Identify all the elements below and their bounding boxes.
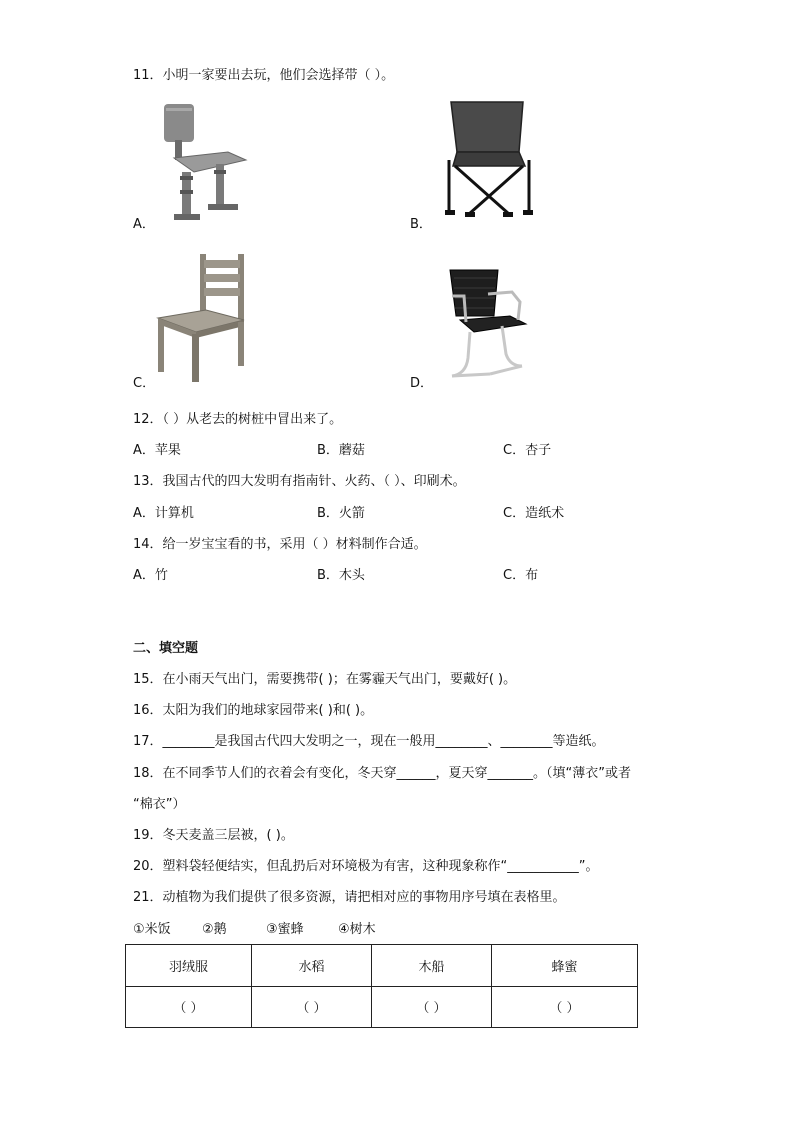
answer-blank[interactable]: （ ） xyxy=(252,986,372,1028)
q20: 20．塑料袋轻便结实，但乱扔后对环境极为有害，这种现象称作“___________”。 xyxy=(133,859,599,874)
q14-option-c: C．布 xyxy=(503,568,539,583)
q18-line2: “棉衣”） xyxy=(133,797,186,812)
table-header-cell: 蜂蜜 xyxy=(492,945,638,987)
table-header-cell: 木船 xyxy=(372,945,492,987)
q11-option-a-label: A． xyxy=(133,217,155,232)
q19: 19．冬天麦盖三层被，( )。 xyxy=(133,828,294,843)
q16: 16．太阳为我们的地球家园带来( )和( )。 xyxy=(133,703,374,718)
q12-option-b: B．蘑菇 xyxy=(317,443,365,458)
school-chair-image xyxy=(160,100,250,228)
q21-choice-1: ①米饭 xyxy=(133,922,171,937)
q12-option-c: C．杏子 xyxy=(503,443,552,458)
q21-stem: 21．动植物为我们提供了很多资源，请把相对应的事物用序号填在表格里。 xyxy=(133,890,566,905)
q18-line1: 18．在不同季节人们的衣着会有变化，冬天穿______，夏天穿_______。（填“薄衣”或者 xyxy=(133,766,632,781)
q13-option-a: A．计算机 xyxy=(133,506,194,521)
q21-answer-table xyxy=(125,944,638,1028)
folding-camping-chair-image xyxy=(443,100,535,220)
q21-choice-4: ④树木 xyxy=(338,922,376,937)
answer-blank[interactable]: （ ） xyxy=(372,986,492,1028)
q12-option-a: A．苹果 xyxy=(133,443,181,458)
table-header-row xyxy=(126,945,638,987)
q21-choice-3: ③蜜蜂 xyxy=(266,922,304,937)
wooden-chair-image xyxy=(156,252,248,384)
answer-blank[interactable]: （ ） xyxy=(126,986,252,1028)
office-chair-image xyxy=(440,266,532,384)
q13-option-c: C．造纸术 xyxy=(503,506,565,521)
q17: 17．________是我国古代四大发明之一，现在一般用________、________等造纸。 xyxy=(133,734,605,749)
q11-option-c-label: C． xyxy=(133,376,156,391)
q21-choice-2: ②鹅 xyxy=(202,922,227,937)
table-row xyxy=(126,986,638,1028)
q11-option-b-label: B． xyxy=(410,217,432,232)
answer-blank[interactable]: （ ） xyxy=(492,986,638,1028)
q14-option-b: B．木头 xyxy=(317,568,365,583)
table-header-cell: 水稻 xyxy=(252,945,372,987)
q11-option-d-label: D． xyxy=(410,376,434,391)
q12-stem: 12．（ ）从老去的树桩中冒出来了。 xyxy=(133,412,343,427)
q14-option-a: A．竹 xyxy=(133,568,168,583)
q13-option-b: B．火箭 xyxy=(317,506,365,521)
section-title: 二、填空题 xyxy=(133,641,199,656)
table-header-cell: 羽绒服 xyxy=(126,945,252,987)
q13-stem: 13．我国古代的四大发明有指南针、火药、（ ）、印刷术。 xyxy=(133,474,466,489)
q14-stem: 14．给一岁宝宝看的书，采用（ ）材料制作合适。 xyxy=(133,537,427,552)
q11-stem: 11．小明一家要出去玩，他们会选择带（ ）。 xyxy=(133,68,395,83)
q15: 15．在小雨天气出门，需要携带( )；在雾霾天气出门，要戴好( )。 xyxy=(133,672,517,687)
